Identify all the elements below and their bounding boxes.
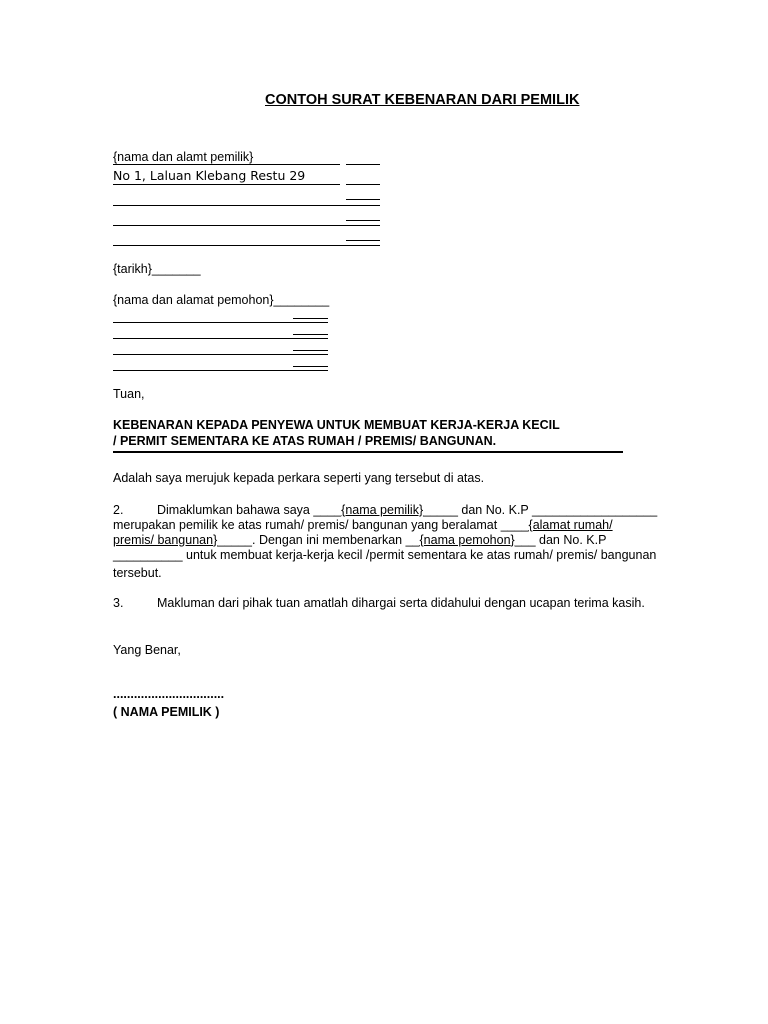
owner-dash-4 [346, 220, 380, 221]
salutation: Tuan, [113, 387, 145, 401]
owner-line-2 [113, 184, 340, 185]
paragraph-2-line-4: __________ untuk membuat kerja-kerja kecil /permit sementara ke atas rumah/ premis/ bangunan [113, 548, 657, 562]
subject-underline [113, 451, 623, 453]
date-label: {tarikh}_______ [113, 262, 201, 276]
signature-line: ................................ [113, 687, 225, 701]
signatory-name: ( NAMA PEMILIK ) [113, 705, 220, 719]
applicant-label: {nama dan alamat pemohon}________ [113, 293, 330, 307]
p2-applicant-name-placeholder: {nama pemohon} [419, 533, 515, 547]
paragraph-2-line-3 [113, 533, 606, 548]
p2-owner-name-placeholder: {nama pemilik} [341, 503, 424, 517]
paragraph-3-text: Makluman dari pihak tuan amatlah dihargai serta didahului dengan ucapan terima kasih. [157, 596, 645, 610]
paragraph-2-number: 2. [113, 503, 124, 517]
paragraph-1: Adalah saya merujuk kepada perkara seperti yang tersebut di atas. [113, 471, 485, 485]
p2-l1-c: _____ dan No. K.P __________________ [423, 503, 658, 517]
paragraph-2-line-2 [113, 518, 613, 533]
applicant-dash-4 [293, 366, 328, 367]
owner-dash-3 [346, 199, 380, 200]
applicant-line-1 [113, 322, 328, 323]
owner-line-3 [113, 205, 380, 206]
applicant-line-3 [113, 354, 328, 355]
owner-dash-2 [346, 184, 380, 185]
owner-line-4 [113, 225, 380, 226]
owner-line-1 [113, 164, 340, 165]
p2-l2-a: merupakan pemilik ke atas rumah/ premis/ bangunan yang beralamat ____ [113, 518, 529, 532]
paragraph-3-number: 3. [113, 596, 124, 610]
owner-dash-5 [346, 240, 380, 241]
owner-label: {nama dan alamt pemilik} [113, 150, 254, 164]
applicant-line-4 [113, 370, 328, 371]
p2-address-placeholder-start: {alamat rumah/ [528, 518, 613, 532]
paragraph-2-line-5: tersebut. [113, 566, 162, 580]
applicant-line-2 [113, 338, 328, 339]
applicant-dash-2 [293, 334, 328, 335]
subject-line-2: / PERMIT SEMENTARA KE ATAS RUMAH / PREMIS/ BANGUNAN. [113, 434, 497, 448]
p2-l3-d: ___ dan No. K.P [514, 533, 607, 547]
owner-dash-1 [346, 164, 380, 165]
subject-line-1: KEBENARAN KEPADA PENYEWA UNTUK MEMBUAT KERJA-KERJA KECIL [113, 418, 560, 432]
closing: Yang Benar, [113, 643, 181, 657]
p2-l1-a: Dimaklumkan bahawa saya ____ [157, 503, 342, 517]
applicant-dash-3 [293, 350, 328, 351]
p2-l3-b: _____. Dengan ini membenarkan __ [217, 533, 420, 547]
owner-address-line-1: No 1, Laluan Klebang Restu 29 [113, 168, 306, 183]
letter-title: CONTOH SURAT KEBENARAN DARI PEMILIK [265, 92, 580, 108]
paragraph-2-line-1 [157, 503, 657, 518]
owner-line-5 [113, 245, 380, 246]
p2-address-placeholder-end: premis/ bangunan} [113, 533, 218, 547]
applicant-dash-1 [293, 318, 328, 319]
